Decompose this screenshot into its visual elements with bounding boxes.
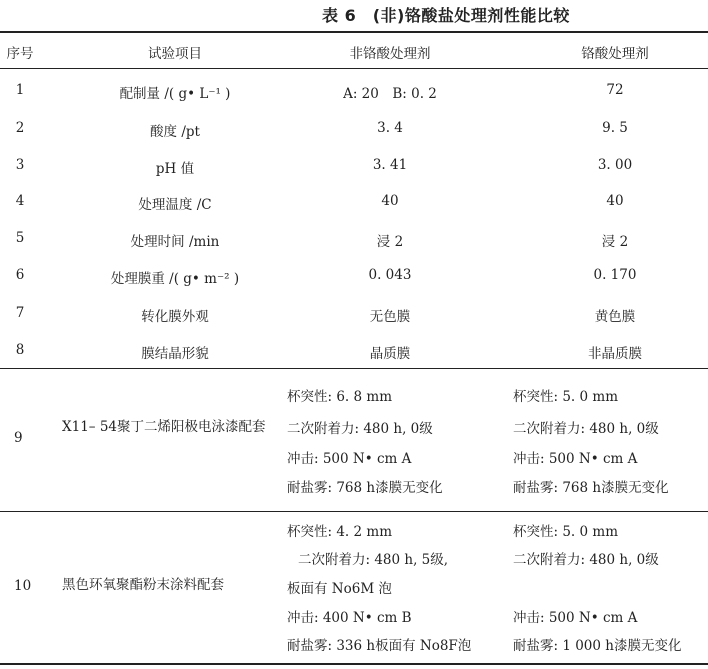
bottom-rule: [0, 663, 708, 665]
row-divider: [0, 368, 708, 369]
row-no: 7: [15, 305, 25, 321]
row-chrome-value: 非晶质膜: [588, 346, 642, 362]
row-no: 5: [15, 230, 25, 246]
row-nonchrome-line: 二次附着力: 480 h, 0级: [287, 421, 433, 437]
row-nonchrome-value: 3. 41: [372, 157, 408, 173]
row-nonchrome-line: 板面有 No6M 泡: [287, 581, 392, 597]
row-chrome-line: 二次附着力: 480 h, 0级: [513, 421, 659, 437]
row-chrome-value: 9. 5: [602, 120, 628, 136]
row-chrome-line: 冲击: 500 N• cm A: [513, 451, 638, 467]
row-nonchrome-value: 0. 043: [368, 267, 412, 283]
header-rule: [0, 68, 708, 69]
row-chrome-line: 杯突性: 5. 0 mm: [513, 524, 618, 540]
row-nonchrome-value: 3. 4: [377, 120, 403, 136]
row-nonchrome-line: 杯突性: 4. 2 mm: [287, 524, 392, 540]
row-chrome-value: 浸 2: [601, 234, 629, 250]
row-chrome-value: 黄色膜: [594, 309, 636, 325]
row-chrome-value: 40: [606, 193, 624, 209]
row-no: 10: [14, 578, 32, 594]
row-nonchrome-value: 浸 2: [376, 234, 404, 250]
header-nonchrome: 非铬酸处理剂: [349, 46, 431, 62]
row-item: 配制量 /( g• L⁻¹ ): [119, 86, 231, 102]
row-nonchrome-line: 冲击: 400 N• cm B: [287, 610, 412, 626]
row-nonchrome-line: 耐盐雾: 768 h漆膜无变化: [287, 480, 443, 496]
row-item: X11– 54聚丁二烯阳极电泳漆配套: [62, 419, 266, 435]
row-no: 9: [14, 430, 23, 446]
row-no: 6: [15, 267, 25, 283]
top-rule: [0, 31, 708, 33]
row-no: 8: [15, 342, 25, 358]
row-no: 3: [15, 157, 25, 173]
row-nonchrome-line: 二次附着力: 480 h, 5级,: [298, 552, 449, 568]
table-title: 表 6 (非)铬酸盐处理剂性能比较: [322, 6, 570, 25]
row-chrome-line: 耐盐雾: 768 h漆膜无变化: [513, 480, 669, 496]
row-item: 处理时间 /min: [130, 234, 220, 250]
row-chrome-value: 72: [606, 82, 624, 98]
row-nonchrome-line: 冲击: 500 N• cm A: [287, 451, 412, 467]
row-nonchrome-value: 晶质膜: [369, 346, 411, 362]
row-chrome-line: 杯突性: 5. 0 mm: [513, 389, 618, 405]
header-chrome: 铬酸处理剂: [581, 46, 649, 62]
header-item: 试验项目: [148, 46, 202, 62]
row-chrome-line: 耐盐雾: 1 000 h漆膜无变化: [513, 638, 682, 654]
row-nonchrome-line: 耐盐雾: 336 h板面有 No8F泡: [287, 638, 472, 654]
row-item: 处理温度 /C: [138, 197, 212, 213]
row-chrome-line: 二次附着力: 480 h, 0级: [513, 552, 659, 568]
row-item: 处理膜重 /( g• m⁻² ): [110, 271, 240, 287]
header-no: 序号: [6, 46, 34, 62]
row-nonchrome-value: 40: [381, 193, 399, 209]
row-divider: [0, 511, 708, 512]
row-item: 膜结晶形貌: [141, 346, 209, 362]
row-no: 4: [15, 193, 25, 209]
row-item: 酸度 /pt: [150, 124, 200, 140]
row-item: 转化膜外观: [141, 309, 209, 325]
row-no: 2: [15, 120, 25, 136]
row-no: 1: [15, 82, 25, 98]
row-item: 黑色环氧聚酯粉末涂料配套: [62, 577, 224, 593]
row-chrome-line: 冲击: 500 N• cm A: [513, 610, 638, 626]
row-nonchrome-value: 无色膜: [369, 309, 411, 325]
row-item: pH 值: [155, 161, 195, 177]
row-chrome-value: 0. 170: [593, 267, 637, 283]
row-nonchrome-value: A: 20 B: 0. 2: [343, 86, 437, 102]
row-chrome-value: 3. 00: [597, 157, 633, 173]
row-nonchrome-line: 杯突性: 6. 8 mm: [287, 389, 392, 405]
